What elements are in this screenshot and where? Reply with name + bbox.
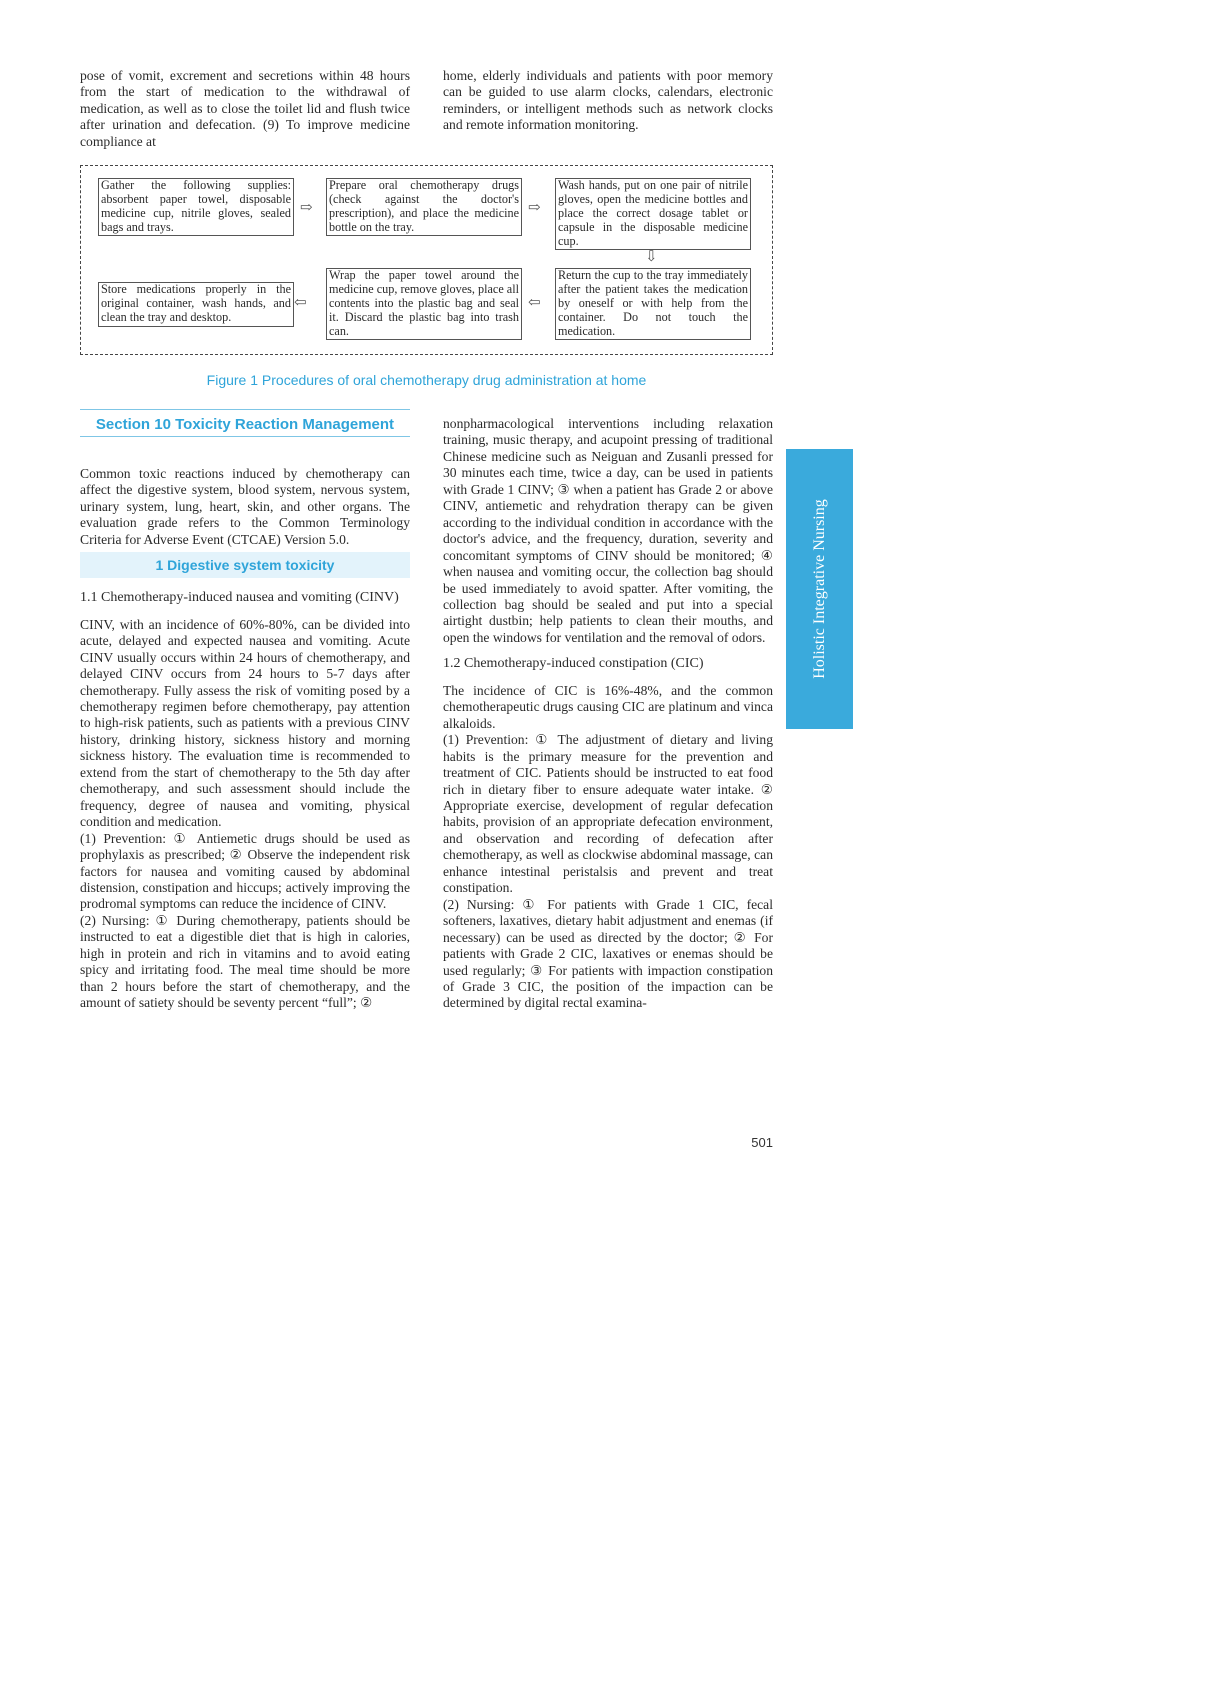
top-right-column bbox=[443, 68, 773, 134]
paragraph: (2) Nursing: ① During chemotherapy, patients should be instructed to eat a digestible diet that is high in calories, high in protein and rich in vitamins and to avoid eating spicy and irritating food. The meal time should be more than 2 hours before the start of chemotherapy, and the amount of satiety should be seventy percent “full”; ② bbox=[80, 912, 410, 1011]
subsubsection-heading: 1.2 Chemotherapy-induced constipation (CIC) bbox=[443, 656, 704, 672]
paragraph: (1) Prevention: ① The adjustment of dietary and living habits is the primary measure for the prevention and treatment of CIC. Patients should be instructed to eat food rich in dietary fiber to ensure adequate water intake. ② Appropriate exercise, development of regular defecation habits, provision of an appropriate defecation environment, and observation and recording of defecation after chemotherapy, as well as clockwise abdominal massage, can enhance intestinal peristalsis and prevent and treat constipation. bbox=[443, 732, 773, 896]
flow-step-2: Prepare oral chemotherapy drugs (check against the doctor's prescription), and place the medicine bottle on the tray. bbox=[326, 178, 522, 236]
figure-1-flowchart bbox=[80, 165, 773, 355]
journal-side-tab bbox=[786, 449, 853, 729]
paragraph: (2) Nursing: ① For patients with Grade 1 CIC, fecal softeners, laxatives, dietary habit adjustment and enemas (if necessary) can be used as directed by the doctor; ② For patients with Grade 2 CIC, laxatives or enemas should be used regularly; ③ For patients with impaction constipation of Grade 3 CIC, the position of the impaction can be determined by digital rectal examina- bbox=[443, 896, 773, 1011]
flow-step-6: Store medications properly in the original container, wash hands, and clean the tray and desktop. bbox=[98, 282, 294, 327]
arrow-right-icon: ⇨ bbox=[300, 200, 313, 216]
paragraph: CINV, with an incidence of 60%-80%, can be divided into acute, delayed and expected nausea and vomiting. Acute CINV usually occurs within 24 hours of chemotherapy, and delayed CINV occurs from 24 hours to 5-7 days after chemotherapy. Fully assess the risk of vomiting posed by a chemotherapy regimen before chemotherapy, pay attention to high-risk patients, such as patients with a previous CINV history, drinking history, sickness history and morning sickness history. The evaluation time is recommended to extend from the start of chemotherapy to the 5th day after chemotherapy, and such assessment should include the frequency, degree of nausea and vomiting, physical condition and medication. bbox=[80, 616, 410, 830]
paragraph: The incidence of CIC is 16%-48%, and the common chemotherapeutic drugs causing CIC are platinum and vinca alkaloids. bbox=[443, 682, 773, 731]
flow-step-3: Wash hands, put on one pair of nitrile gloves, open the medicine bottles and place the correct dosage tablet or capsule in the disposable medicine cup. bbox=[555, 178, 751, 250]
arrow-right-icon: ⇨ bbox=[528, 200, 541, 216]
subsection-heading: 1 Digestive system toxicity bbox=[80, 552, 410, 578]
right-column-body bbox=[443, 416, 773, 1012]
left-column-body bbox=[80, 466, 410, 1012]
page-number: 501 bbox=[751, 1135, 773, 1150]
flow-step-1: Gather the following supplies: absorbent paper towel, disposable medicine cup, nitrile gloves, sealed bags and trays. bbox=[98, 178, 294, 236]
flow-step-4: Return the cup to the tray immediately after the patient takes the medication by oneself or with help from the container. Do not touch the medication. bbox=[555, 268, 751, 340]
section-title: Section 10 Toxicity Reaction Management bbox=[80, 409, 410, 437]
arrow-left-icon: ⇦ bbox=[528, 295, 541, 311]
paragraph: pose of vomit, excrement and secretions within 48 hours from the start of medication to the withdrawal of medication, as well as to close the toilet lid and flush twice after urination and defecation. (9) To improve medicine compliance at bbox=[80, 68, 410, 149]
section-intro: Common toxic reactions induced by chemotherapy can affect the digestive system, blood system, nervous system, urinary system, lung, heart, skin, and other organs. The evaluation grade refers to the Common Terminology Criteria for Adverse Event (CTCAE) Version 5.0. bbox=[80, 466, 410, 547]
figure-caption: Figure 1 Procedures of oral chemotherapy drug administration at home bbox=[206, 372, 647, 388]
arrow-left-icon: ⇦ bbox=[294, 295, 307, 311]
subsubsection-heading: 1.1 Chemotherapy-induced nausea and vomiting (CINV) bbox=[80, 590, 399, 606]
paragraph: nonpharmacological interventions including relaxation training, music therapy, and acupoint pressing of traditional Chinese medicine such as Neiguan and Zusanli pressed for 30 minutes each time, twice a day, can be used in patients with Grade 1 CINV; ③ when a patient has Grade 2 or above CINV, antiemetic and rehydration therapy can be given according to the individual condition in accordance with the doctor's advice, and the frequency, duration, severity and concomitant symptoms of CINV should be monitored; ④ when nausea and vomiting occur, the collection bag should be used immediately to avoid spatter. After vomiting, the collection bag should be sealed and put into a special airtight dustbin; help patients to clean their mouths, and open the windows for ventilation and the removal of odors. bbox=[443, 416, 773, 645]
paragraph: (1) Prevention: ① Antiemetic drugs should be used as prophylaxis as prescribed; ② Observe the independent risk factors for nausea and vomiting caused by abdominal distension, constipation and hiccups; actively improving the prodromal symptoms can reduce the incidence of CINV. bbox=[80, 830, 410, 912]
journal-name: Holistic Integrative Nursing bbox=[810, 499, 828, 679]
paragraph: home, elderly individuals and patients with poor memory can be guided to use alarm clocks, calendars, electronic reminders, or intelligent methods such as network clocks and remote information monitoring. bbox=[443, 68, 773, 133]
top-left-column bbox=[80, 68, 410, 150]
arrow-down-icon: ⇩ bbox=[645, 249, 658, 265]
flow-step-5: Wrap the paper towel around the medicine cup, remove gloves, place all contents into the plastic bag and seal it. Discard the plastic bag into trash can. bbox=[326, 268, 522, 340]
